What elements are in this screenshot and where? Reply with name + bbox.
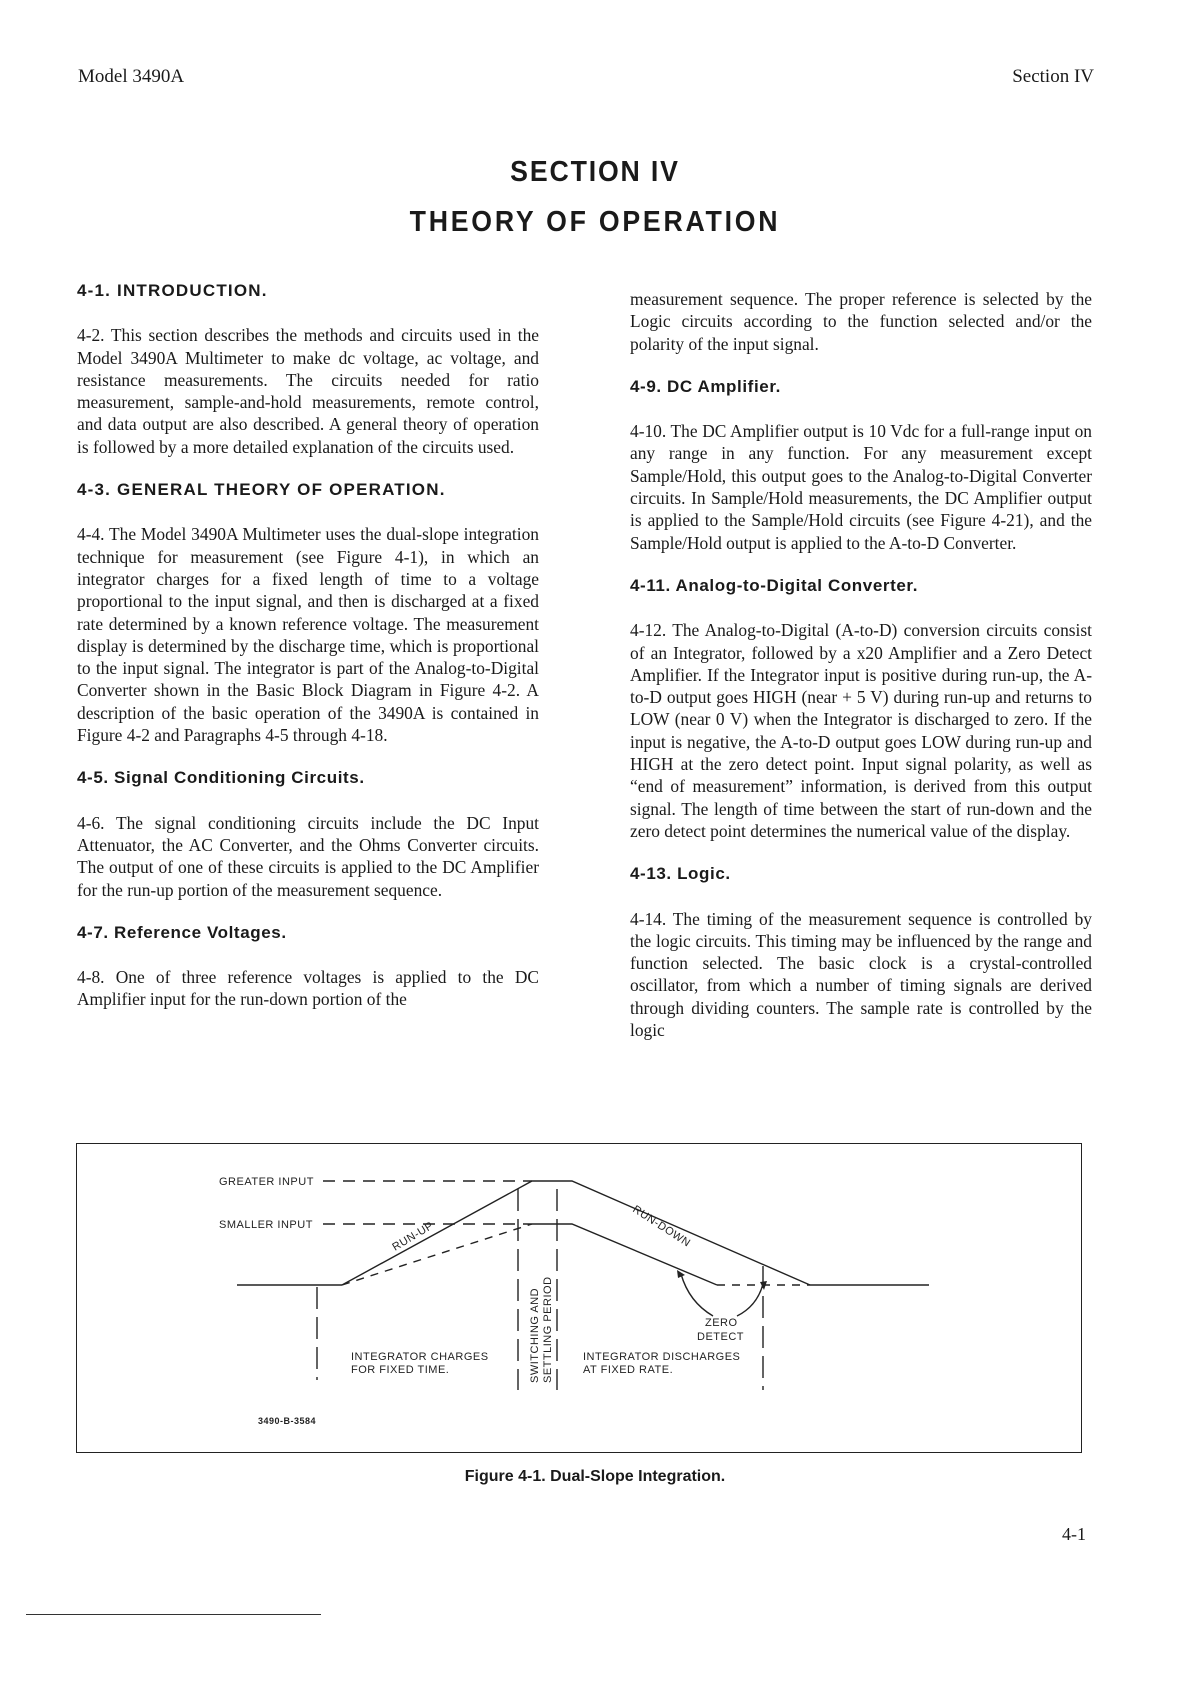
paragraph-4-14: 4-14. The timing of the measurement sequence is controlled by the logic circuits. This timing may be influenced by the range and function selected. The basic clock is a crystal-controlled oscillator, from which a number of timing signals are derived through dividing counters. The sample rate is controlled by the logic xyxy=(630,908,1092,1041)
paragraph-4-4: 4-4. The Model 3490A Multimeter uses the dual-slope integration technique for measurement (see Figure 4-1), in which an integrator charges for a fixed length of time to a voltage proportional to the input signal, and then is discharged at a fixed rate determined by a known reference voltage. The measurement display is determined by the discharge time, which is proportional to the input signal. The integrator is part of the Analog-to-Digital Converter shown in the Basic Block Diagram in Figure 4-2. A description of the basic operation of the 3490A is contained in Figure 4-2 and Paragraphs 4-5 through 4-18. xyxy=(77,524,539,746)
dual-slope-diagram xyxy=(77,1144,1083,1454)
left-text-column xyxy=(77,280,539,1011)
smaller-input-rundown xyxy=(532,1224,717,1285)
label-discharges-line1: INTEGRATOR DISCHARGES xyxy=(583,1351,741,1363)
figure-caption: Figure 4-1. Dual-Slope Integration. xyxy=(464,1468,726,1485)
paragraph-4-8: 4-8. One of three reference voltages is applied to the DC Amplifier input for the run-down portion of the xyxy=(77,967,539,1010)
heading-logic: 4-13. Logic. xyxy=(630,864,731,884)
label-charges-line2: FOR FIXED TIME. xyxy=(351,1364,450,1376)
figure-dual-slope-integration xyxy=(76,1143,1082,1453)
label-run-up: RUN-UP xyxy=(390,1219,436,1254)
heading-adc: 4-11. Analog-to-Digital Converter. xyxy=(630,575,919,595)
paragraph-continued: measurement sequence. The proper reference is selected by the Logic circuits according to the function selected and/or the polarity of the input signal. xyxy=(630,289,1092,354)
heading-introduction: 4-1. INTRODUCTION. xyxy=(77,281,268,300)
right-text-column xyxy=(630,288,1092,1041)
section-number-title: SECTION IV xyxy=(510,156,680,188)
paragraph-4-6: 4-6. The signal conditioning circuits include the DC Input Attenuator, the AC Converter, and the Ohms Converter circuits. The output of one of these circuits is applied to the DC Amplifier for the run-up portion of the measurement sequence. xyxy=(77,812,539,900)
heading-general-theory: 4-3. GENERAL THEORY OF OPERATION. xyxy=(77,480,446,500)
running-header-model: Model 3490A xyxy=(78,66,185,87)
label-smaller-input: SMALLER INPUT xyxy=(219,1219,313,1231)
label-switching-line1: SWITCHING AND xyxy=(529,1287,541,1383)
page-number: 4-1 xyxy=(1062,1524,1086,1544)
bottom-rule xyxy=(26,1614,321,1615)
heading-reference-voltages: 4-7. Reference Voltages. xyxy=(77,922,287,942)
label-drawing-number: 3490-B-3584 xyxy=(258,1416,317,1426)
label-charges-line1: INTEGRATOR CHARGES xyxy=(351,1351,489,1363)
heading-signal-conditioning: 4-5. Signal Conditioning Circuits. xyxy=(77,768,365,788)
zero-detect-arrow-right xyxy=(737,1284,763,1316)
label-discharges-line2: AT FIXED RATE. xyxy=(583,1364,674,1376)
label-greater-input: GREATER INPUT xyxy=(219,1176,314,1188)
heading-dc-amplifier: 4-9. DC Amplifier. xyxy=(630,376,781,396)
paragraph-4-10: 4-10. The DC Amplifier output is 10 Vdc for a full-range input on any range in any function. For any measurement except Sample/Hold, this output goes to the Analog-to-Digital Converter circuits. In Sample/Hold measurements, the DC Amplifier output is applied to the Sample/Hold circuits (see Figure 4-21), and the Sample/Hold output is applied to the A-to-D Converter. xyxy=(630,421,1092,553)
label-detect: DETECT xyxy=(697,1331,744,1343)
paragraph-4-2: 4-2. This section describes the methods and circuits used in the Model 3490A Multimeter to make dc voltage, ac voltage, and resistance measurements. The circuits needed for ratio measurement, sample-and-hold measurements, remote control, and data output are also described. A general theory of operation is followed by a more detailed explanation of the circuits used. xyxy=(77,325,539,457)
label-switching-line2: SETTLING PERIOD xyxy=(542,1276,554,1383)
label-zero: ZERO xyxy=(705,1317,738,1329)
paragraph-4-12: 4-12. The Analog-to-Digital (A-to-D) conversion circuits consist of an Integrator, followed by a x20 Amplifier and a Zero Detect Amplifier. If the Integrator input is positive during run-up, the A-to-D output goes HIGH (near + 5 V) during run-up and returns to LOW (near 0 V) when the Integrator is discharged to zero. If the input is negative, the A-to-D output goes LOW during run-up and HIGH at the zero detect point. Input signal polarity, as well as “end of measurement” information, is derived from this output signal. The length of time between the start of run-down and the zero detect point determines the numerical value of the display. xyxy=(630,620,1092,841)
label-run-down: RUN-DOWN xyxy=(630,1203,693,1250)
running-header-section: Section IV xyxy=(1012,66,1094,87)
section-main-title: THEORY OF OPERATION xyxy=(409,206,781,238)
zero-detect-arrow-left xyxy=(681,1274,713,1316)
